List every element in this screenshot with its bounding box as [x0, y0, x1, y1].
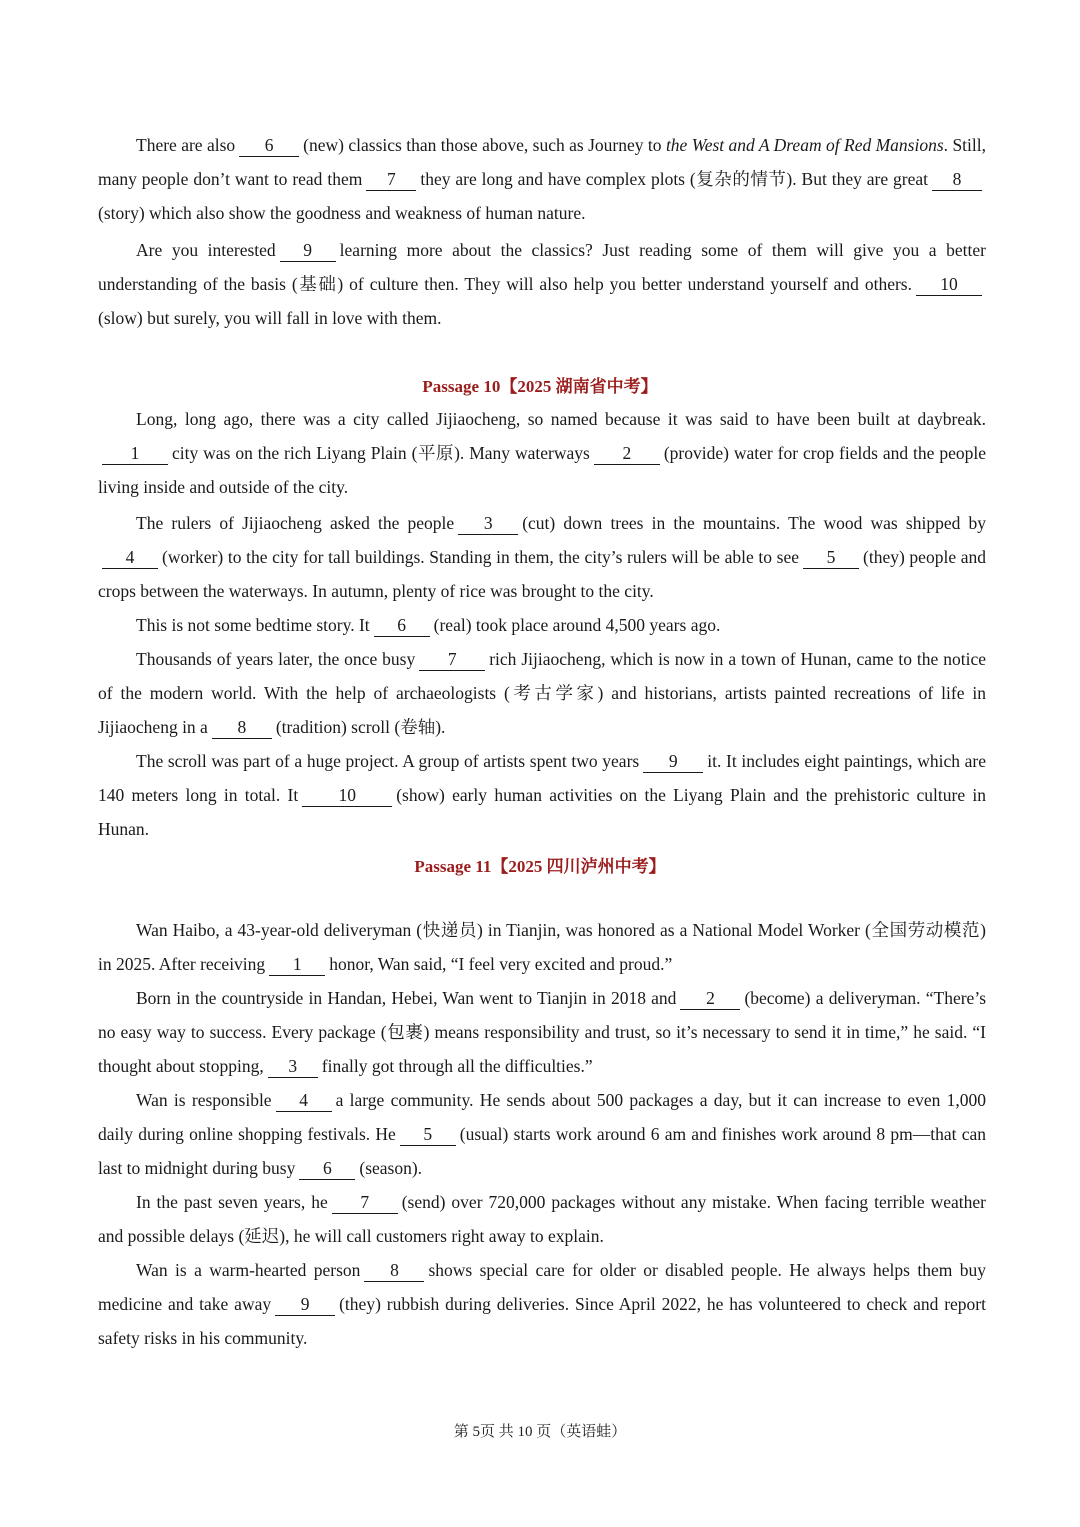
p11-blank-7[interactable]: 7 [332, 1191, 398, 1214]
passage-11-paragraph-4: In the past seven years, he 7 (send) over 720,000 packages without any mistake. When facing terrible weather and possible delays (延迟), he will call customers right away to explain. [98, 1192, 986, 1246]
blank-6[interactable]: 6 [239, 134, 299, 157]
passage-10-paragraph-5: The scroll was part of a huge project. A group of artists spent two years 9 it. It includes eight paintings, which are 140 meters long in total. It 10 (show) early human activities on the Liyang Plain and the prehistoric culture in Hunan. [98, 751, 987, 839]
p11-blank-1[interactable]: 1 [269, 953, 325, 976]
p10-blank-1[interactable]: 1 [102, 442, 168, 465]
page-footer: 第 5页 共 10 页（英语蛙） [453, 1424, 627, 1440]
p11-blank-6[interactable]: 6 [299, 1157, 355, 1180]
p11-blank-9[interactable]: 9 [275, 1293, 335, 1316]
passage-10-paragraph-1: Long, long ago, there was a city called Jijiaocheng, so named because it was said to have been built at daybreak.1 city was on the rich Liyang Plain (平原). Many waterways 2 (provide) water for crop fields and the people living inside and outside of the city. [98, 409, 986, 497]
blank-8[interactable]: 8 [932, 168, 982, 191]
p10-blank-7[interactable]: 7 [419, 648, 485, 671]
passage-11-heading: Passage 11【2025 四川泸州中考】 [414, 857, 666, 876]
p11-blank-4[interactable]: 4 [276, 1089, 332, 1112]
p10-blank-10[interactable]: 10 [302, 784, 392, 807]
passage-10-heading: Passage 10【2025 湖南省中考】 [422, 377, 658, 396]
blank-7[interactable]: 7 [366, 168, 416, 191]
passage-10-paragraph-3: This is not some bedtime story. It 6 (real) took place around 4,500 years ago. [136, 615, 721, 635]
p10-blank-3[interactable]: 3 [458, 512, 518, 535]
passage-11-paragraph-3: Wan is responsible 4 a large community. He sends about 500 packages a day, but it can increase to even 1,000 daily during online shopping festivals. He 5 (usual) starts work around 6 am and finishes work around 8 pm—that can last to midnight during busy 6 (season). [98, 1090, 986, 1178]
p10-blank-4[interactable]: 4 [102, 546, 158, 569]
p11-blank-2[interactable]: 2 [680, 987, 740, 1010]
passage-10-paragraph-2: The rulers of Jijiaocheng asked the people 3 (cut) down trees in the mountains. The wood was shipped by4 (worker) to the city for tall buildings. Standing in them, the city’s rulers will be able to see 5 (they) people and crops between the waterways. In autumn, plenty of rice was brought to the city. [98, 513, 987, 601]
blank-9[interactable]: 9 [280, 239, 336, 262]
p10-blank-5[interactable]: 5 [803, 546, 859, 569]
p11-blank-3[interactable]: 3 [268, 1055, 318, 1078]
top-paragraph-2: Are you interested 9 learning more about the classics? Just reading some of them will give you a better understanding of the basis (基础) of culture then. They will also help you better understand yourself and others. 10(slow) but surely, you will fall in love with them. [98, 240, 986, 328]
p10-blank-9[interactable]: 9 [643, 750, 703, 773]
passage-10-paragraph-4: Thousands of years later, the once busy 7 rich Jijiaocheng, which is now in a town of Hunan, came to the notice of the modern world. With the help of archaeologists (考古学家) and historians, artists painted recreations of life in Jijiaocheng in a 8 (tradition) scroll (卷轴). [98, 649, 986, 737]
passage-11-paragraph-2: Born in the countryside in Handan, Hebei, Wan went to Tianjin in 2018 and 2 (become) a deliveryman. “There’s no easy way to success. Every package (包裹) means responsibility and trust, so it’s necessary to send it in time,” he said. “I thought about stopping, 3 finally got through all the difficulties.” [98, 988, 986, 1076]
p10-blank-8[interactable]: 8 [212, 716, 272, 739]
passage-11-paragraph-5: Wan is a warm-hearted person 8 shows special care for older or disabled people. He always helps them buy medicine and take away 9 (they) rubbish during deliveries. Since April 2022, he has volunteered to check and report safety risks in his community. [98, 1260, 986, 1348]
p11-blank-5[interactable]: 5 [400, 1123, 456, 1146]
p10-blank-2[interactable]: 2 [594, 442, 660, 465]
p11-blank-8[interactable]: 8 [364, 1259, 424, 1282]
p10-blank-6[interactable]: 6 [374, 614, 430, 637]
top-paragraph-1: There are also 6 (new) classics than those above, such as Journey to the West and A Dream of Red Mansions. Still, many people don’t want to read them 7 they are long and have complex plots (复杂的情节). But they are great 8(story) which also show the goodness and weakness of human nature. [98, 135, 987, 223]
blank-10[interactable]: 10 [916, 273, 982, 296]
passage-11-paragraph-1: Wan Haibo, a 43-year-old deliveryman (快递员) in Tianjin, was honored as a National Model Worker (全国劳动模范) in 2025. After receiving 1 honor, Wan said, “I feel very excited and proud.” [98, 920, 986, 974]
